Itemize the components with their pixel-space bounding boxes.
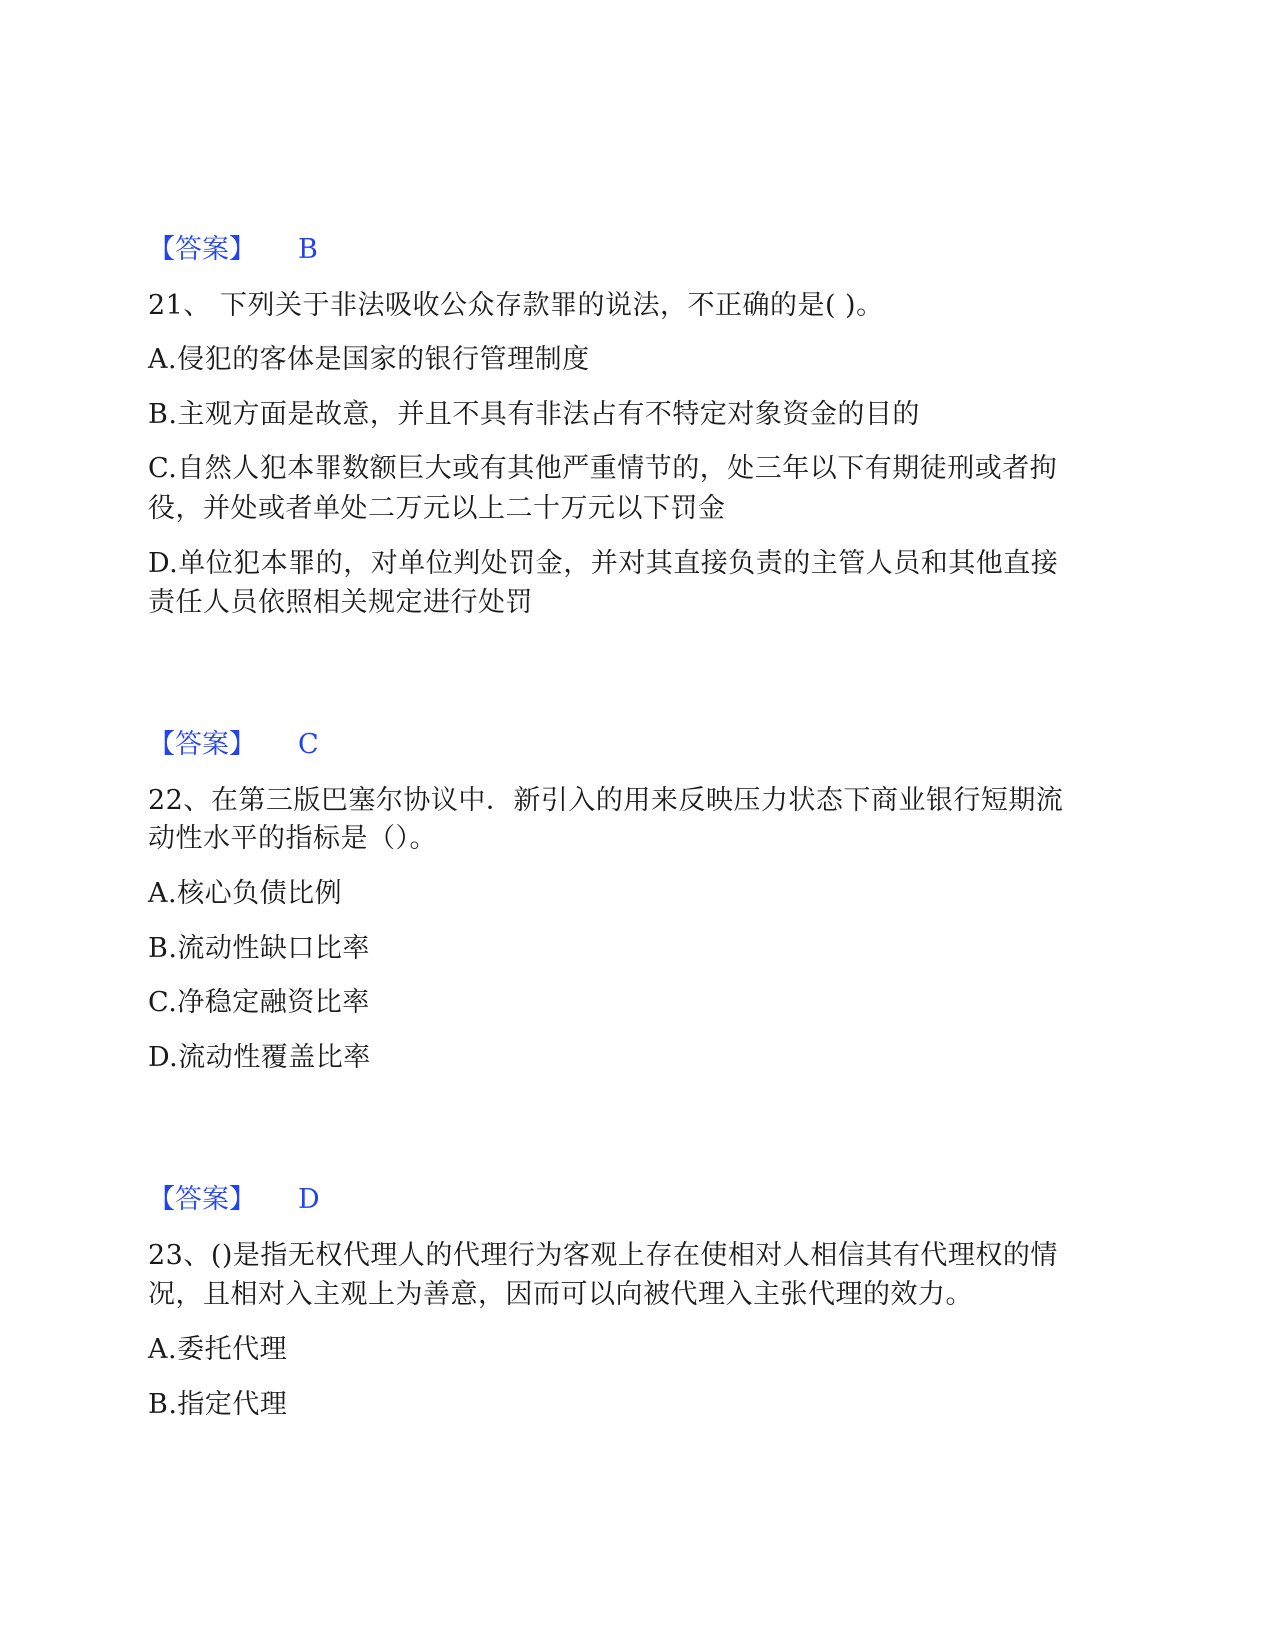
answer-line: [148, 232, 318, 268]
question-text-line-1: 22、在第三版巴塞尔协议中．新引入的用来反映压力状态下商业银行短期流: [148, 785, 1064, 816]
answer-label: 【答案】: [148, 1184, 256, 1215]
option-d: D.流动性覆盖比率: [148, 1042, 371, 1073]
option-c: C.净稳定融资比率: [148, 987, 370, 1018]
answer-value: C: [298, 729, 319, 760]
option-d-line-1: D.单位犯本罪的，对单位判处罚金，并对其直接负责的主管人员和其他直接: [148, 548, 1059, 579]
answer-line: [148, 727, 319, 763]
option-b: B.指定代理: [148, 1389, 288, 1420]
option-c-line-1: C.自然人犯本罪数额巨大或有其他严重情节的，处三年以下有期徒刑或者拘: [148, 453, 1058, 484]
question-text-line-2: 动性水平的指标是（）。: [148, 823, 437, 854]
answer-value: D: [298, 1184, 320, 1215]
option-b: B.主观方面是故意，并且不具有非法占有不特定对象资金的目的: [148, 399, 920, 430]
question-text-line-2: 况，且相对入主观上为善意，因而可以向被代理入主张代理的效力。: [148, 1279, 973, 1310]
option-c-line-2: 役，并处或者单处二万元以上二十万元以下罚金: [148, 493, 726, 524]
answer-value: B: [298, 234, 318, 265]
answer-label: 【答案】: [148, 234, 256, 265]
option-b: B.流动性缺口比率: [148, 933, 370, 964]
option-a: A.核心负债比例: [148, 878, 343, 909]
option-a: A.委托代理: [148, 1334, 288, 1365]
option-a: A.侵犯的客体是国家的银行管理制度: [148, 344, 590, 375]
option-d-line-2: 责任人员依照相关规定进行处罚: [148, 587, 533, 618]
answer-line: [148, 1182, 320, 1218]
answer-label: 【答案】: [148, 729, 256, 760]
question-text: 21、 下列关于非法吸收公众存款罪的说法，不正确的是( )。: [148, 290, 884, 321]
question-text-line-1: 23、()是指无权代理人的代理行为客观上存在使相对人相信其有代理权的情: [148, 1240, 1058, 1271]
